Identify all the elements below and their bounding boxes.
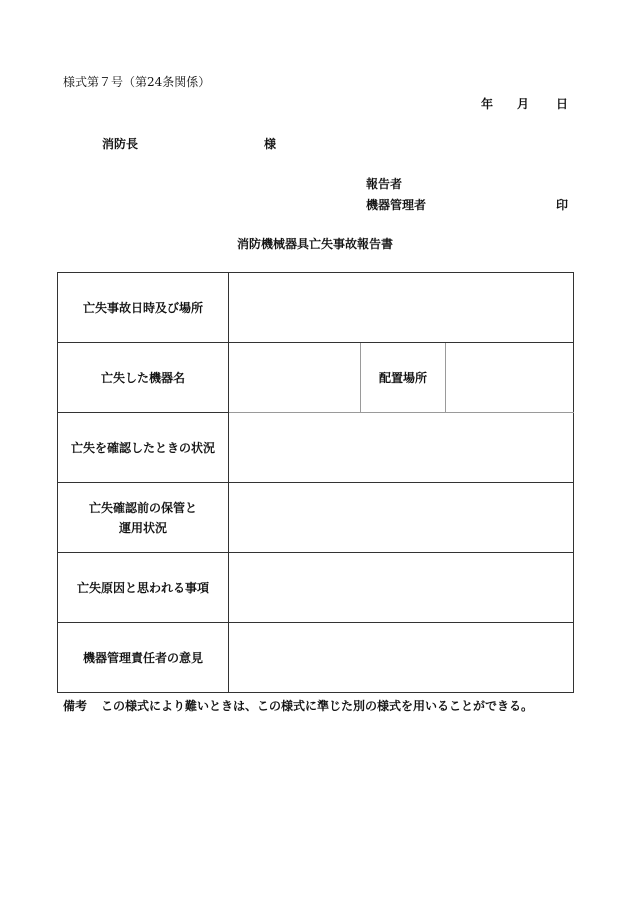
table-row <box>58 343 574 413</box>
row-label-placement-location: 配置場所 <box>361 343 446 413</box>
form-number: 様式第７号（第24条関係） <box>63 75 211 89</box>
row-label-line: 運用状況 <box>118 520 167 535</box>
field-probable-cause[interactable] <box>229 553 574 623</box>
row-label-line: 亡失確認前の保管と <box>88 500 197 515</box>
field-incident-datetime-place[interactable] <box>229 273 574 343</box>
table-row <box>58 623 574 693</box>
document-title: 消防機械器具亡失事故報告書 <box>236 237 393 251</box>
table-row <box>58 553 574 623</box>
row-label-probable-cause: 亡失原因と思われる事項 <box>58 553 229 623</box>
table-row <box>58 483 574 553</box>
row-label-manager-opinion: 機器管理責任者の意見 <box>58 623 229 693</box>
date-year-label: 年 <box>481 97 494 111</box>
seal-label: 印 <box>556 198 569 212</box>
field-placement-location[interactable] <box>446 343 574 413</box>
date-day-label: 日 <box>556 97 569 111</box>
field-manager-opinion[interactable] <box>229 623 574 693</box>
date-month-label: 月 <box>517 97 530 111</box>
field-situation-at-confirmation[interactable] <box>229 413 574 483</box>
row-label-lost-equipment-name: 亡失した機器名 <box>58 343 229 413</box>
row-label-storage-and-operation <box>58 483 229 553</box>
field-lost-equipment-name[interactable] <box>229 343 361 413</box>
remarks-text: この様式により難いときは、この様式に準じた別の様式を用いることができる。 <box>101 699 534 713</box>
remarks-label: 備考 <box>63 699 88 713</box>
table-row <box>58 273 574 343</box>
table-row <box>58 413 574 483</box>
recipient-honorific: 様 <box>264 137 277 151</box>
equipment-manager-label: 機器管理者 <box>366 198 427 212</box>
row-label-incident-datetime-place: 亡失事故日時及び場所 <box>58 273 229 343</box>
reporter-label: 報告者 <box>366 177 403 191</box>
report-table <box>57 272 574 693</box>
row-label-situation-at-confirmation: 亡失を確認したときの状況 <box>58 413 229 483</box>
remarks <box>63 697 533 714</box>
field-storage-and-operation[interactable] <box>229 483 574 553</box>
recipient-title: 消防長 <box>102 137 139 151</box>
